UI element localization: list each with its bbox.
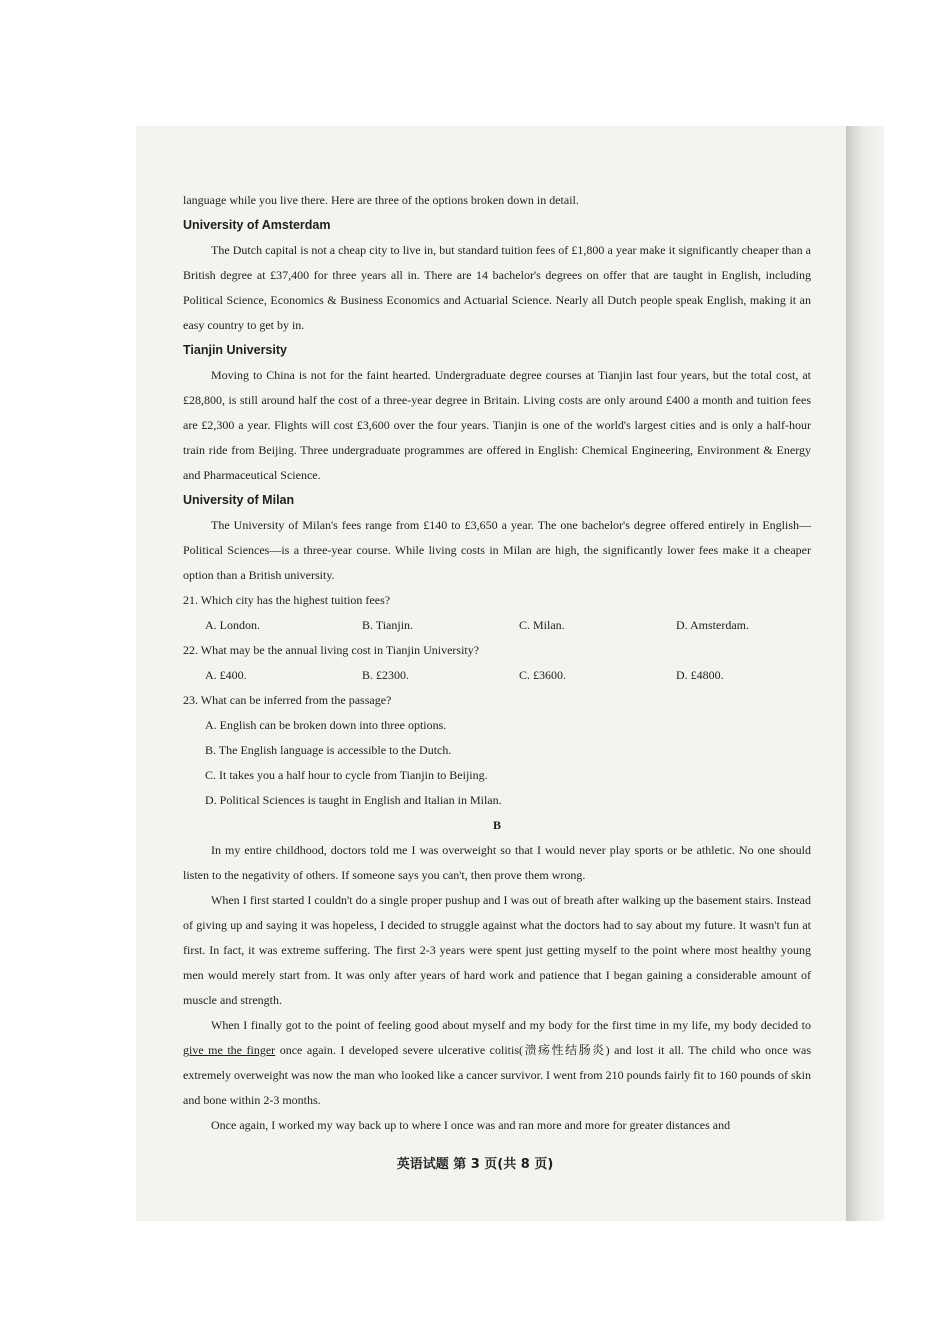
page-footer: 英语试题 第 3 页(共 8 页) [396,1157,554,1172]
page-edge-shadow [846,126,884,1221]
option: B. Tianjin. [362,618,414,632]
uni-milan-text: The University of Milan's fees range from £140 to £3,650 a year. The one bachelor's degree offered entirely in English—Political Sciences—is a three-year course. While living costs in Milan are high, the significantly lower fees make it a cheaper option than a British university. [183,518,811,582]
option: A. London. [205,618,260,632]
question-21-options [183,613,811,638]
question-23: 23. What can be inferred from the passage? [183,693,392,707]
option: D. £4800. [676,668,724,682]
question-22-options [183,663,811,688]
passage-b-paragraph-3 [183,1013,811,1113]
intro-line: language while you live there. Here are three of the options broken down in detail. [183,193,579,207]
question-22: 22. What may be the annual living cost in Tianjin University? [183,643,480,657]
passage-b-paragraph-1: In my entire childhood, doctors told me I was overweight so that I would never play sports or be athletic. No one should listen to the negativity of others. If someone says you can't, then prove them wrong. [183,843,811,882]
uni-tianjin-text: Moving to China is not for the faint hearted. Undergraduate degree courses at Tianjin last four years, but the total cost, at £28,800, is still around half the cost of a three-year degree in Britain. Living costs are only around £400 a month and tuition fees are £2,300 a year. Flights will cost £3,600 over the four years. Tianjin is one of the world's largest cities and is only a half-hour train ride from Beijing. Three undergraduate programmes are offered in English: Chemical Engineering, Environment & Energy and Pharmaceutical Science. [183,368,811,482]
uni-tianjin-heading: Tianjin University [183,343,287,357]
option: D. Political Sciences is taught in English and Italian in Milan. [205,793,502,807]
exam-content [183,188,811,1138]
option: C. It takes you a half hour to cycle from Tianjin to Beijing. [205,768,488,782]
paragraph-3-start: When I finally got to the point of feeling good about myself and my body for the first time in my life, my body decided to [211,1018,811,1032]
option: C. £3600. [519,668,567,682]
passage-b-paragraph-4: Once again, I worked my way back up to where I once was and ran more and more for greater distances and [211,1118,731,1132]
option: C. Milan. [519,618,565,632]
option: A. £400. [205,668,247,682]
passage-b-paragraph-2: When I first started I couldn't do a single proper pushup and I was out of breath after walking up the basement stairs. Instead of giving up and saying it was hopeless, I decided to struggle against what the doctors had to say about my future. It wasn't fun at first. In fact, it was extreme suffering. The first 2-3 years were spent just getting myself to the point where most healthy young men would merely start from. It was only after years of hard work and patience that I began gaining a considerable amount of muscle and strength. [183,893,811,1007]
question-21: 21. Which city has the highest tuition fees? [183,593,391,607]
option: B. £2300. [362,668,410,682]
option: A. English can be broken down into three options. [205,718,447,732]
uni-milan-heading: University of Milan [183,493,295,507]
option: B. The English language is accessible to the Dutch. [205,743,452,757]
uni-amsterdam-text: The Dutch capital is not a cheap city to live in, but standard tuition fees of £1,800 a year make it significantly cheaper than a British degree at £37,400 for three years all in. There are 14 bachelor's degrees on offer that are taught in English, including Political Science, Economics & Business Economics and Actuarial Science. Nearly all Dutch people speak English, making it an easy country to get by in. [183,243,811,332]
underlined-phrase: give me the finger [183,1043,276,1057]
uni-amsterdam-heading: University of Amsterdam [183,218,331,232]
option: D. Amsterdam. [676,618,749,632]
paragraph-3-end: once again. I developed severe ulcerative colitis(溃疡性结肠炎) and lost it all. The child who once was extremely overweight was now the man who looked like a cancer survivor. I went from 210 pounds fairly fit to 160 pounds of skin and bone within 2-3 months. [183,1043,811,1107]
section-b-label: B [492,818,501,832]
